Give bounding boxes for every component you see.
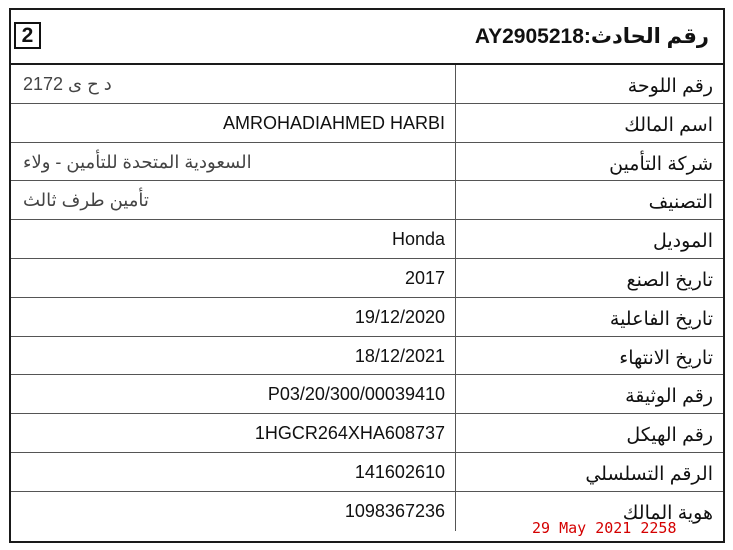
field-label: الموديل <box>455 220 723 258</box>
field-label: رقم اللوحة <box>455 65 723 103</box>
field-label: رقم الوثيقة <box>455 375 723 413</box>
field-value: 1098367236 <box>344 500 445 521</box>
field-label: تاريخ الفاعلية <box>455 298 723 336</box>
row-manufacture-year <box>11 259 723 298</box>
field-value: 2017 <box>404 267 445 288</box>
record-header <box>11 10 723 65</box>
accident-number-title <box>475 24 709 49</box>
row-serial-number <box>11 453 723 492</box>
field-label: هوية المالك <box>455 492 723 531</box>
field-value: AMROHADIAHMED HARBI <box>222 112 445 133</box>
field-value: 1HGCR264XHA608737 <box>254 423 445 444</box>
row-effective-date <box>11 298 723 337</box>
field-label: تاريخ الانتهاء <box>455 337 723 375</box>
field-value: السعودية المتحدة للتأمين - ولاء <box>23 151 252 172</box>
field-value: P03/20/300/00039410 <box>267 384 445 405</box>
row-policy-number <box>11 375 723 414</box>
row-owner-name <box>11 104 723 143</box>
row-model <box>11 220 723 259</box>
field-label: التصنيف <box>455 181 723 219</box>
field-value: د ح ی 2172 <box>23 74 112 94</box>
field-label: الرقم التسلسلي <box>455 453 723 491</box>
accident-record-card <box>9 8 725 543</box>
field-value: 18/12/2021 <box>354 345 445 366</box>
field-value: 141602610 <box>354 461 445 482</box>
row-chassis-number <box>11 414 723 453</box>
row-plate-number <box>11 65 723 104</box>
field-value: Honda <box>391 229 445 250</box>
field-label: رقم الهيكل <box>455 414 723 452</box>
accident-number-value: AY2905218 <box>474 25 584 48</box>
row-classification <box>11 181 723 220</box>
field-label: شركة التأمين <box>455 143 723 181</box>
record-index-badge: 2 <box>14 22 41 49</box>
field-value: 19/12/2020 <box>354 306 445 327</box>
field-value: تأمين طرف ثالث <box>23 190 149 211</box>
accident-number-label: رقم الحادث: <box>583 25 709 48</box>
field-label: اسم المالك <box>455 104 723 142</box>
row-expiry-date <box>11 337 723 376</box>
field-label: تاريخ الصنع <box>455 259 723 297</box>
record-fields-table <box>11 65 723 531</box>
row-insurance-company <box>11 143 723 182</box>
date-time-stamp: 29 May 2021 2258 <box>532 519 677 537</box>
